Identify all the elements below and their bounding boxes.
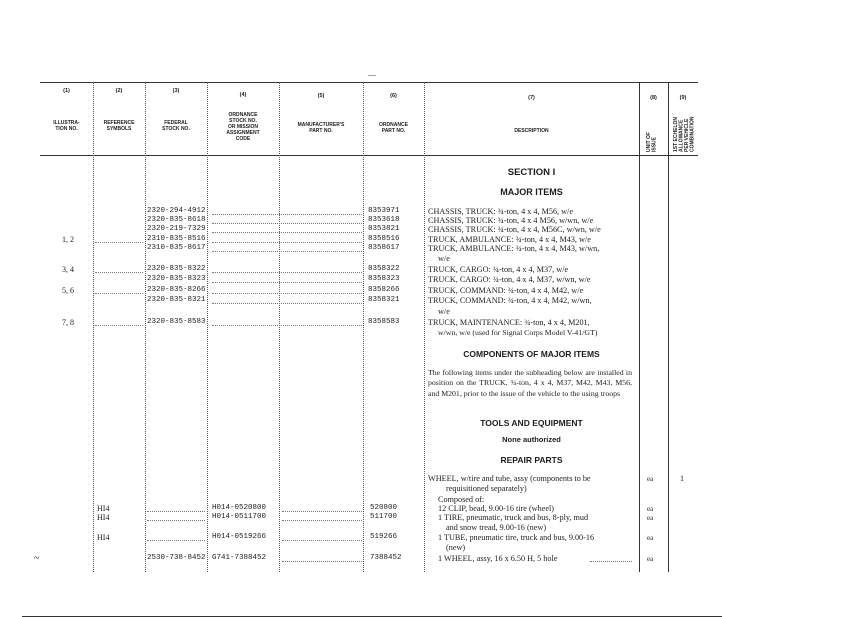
ordnance-stock-no: G741-7388452 xyxy=(212,554,267,562)
header-reference: REFERENCE SYMBOLS xyxy=(103,120,135,132)
composed-of: Composed of: xyxy=(438,495,485,504)
leader-dots xyxy=(147,540,205,541)
item-description-cont: w/e xyxy=(438,307,450,316)
federal-stock-no: 2320-835-8266 xyxy=(147,286,206,294)
item-description-cont: w/e xyxy=(438,254,450,263)
header-ordnance-stock: ORDNANCE STOCK NO. OR MISSION ASSIGNMENT CODE xyxy=(226,112,260,142)
header-bottom-rule xyxy=(40,155,698,156)
leader-dots xyxy=(147,511,205,512)
ordnance-part-no: 8353821 xyxy=(368,225,400,233)
leader-dots xyxy=(212,223,362,224)
components-text: The following items under the subheading below are installed in position on the TRUCK, ¾-ton, 4 x 4, M37, M42, M43, M56, and M201, prior to the issue of the vehicle to the using troops xyxy=(428,368,632,398)
col-divider-1 xyxy=(93,82,94,572)
federal-stock-no: 2310-835-8617 xyxy=(147,244,206,252)
header-manufacturers: MANUFACTURER'S PART NO. xyxy=(297,122,345,134)
ordnance-part-no: 7388452 xyxy=(370,554,402,562)
item-description-cont: w/wn, w/e (used for Signal Corps Model V-41/GT) xyxy=(438,328,598,337)
item-description: TRUCK, CARGO: ¾-ton, 4 x 4, M37, w/wn, w/e xyxy=(428,275,591,284)
ordnance-part-no: 8358322 xyxy=(368,265,400,273)
leader-dots xyxy=(212,214,362,215)
col-num-1: (1) xyxy=(63,88,70,94)
components-title: COMPONENTS OF MAJOR ITEMS xyxy=(463,349,600,359)
illus-no: 3, 4 xyxy=(62,265,74,274)
federal-stock-no: 2320-219-7329 xyxy=(147,225,206,233)
leader-dots xyxy=(212,272,362,273)
header-top-rule xyxy=(40,82,698,83)
illus-no: 5, 6 xyxy=(62,286,74,295)
col-num-2: (2) xyxy=(115,88,123,94)
part-description: 12 CLIP, bead, 9.00-16 tire (wheel) xyxy=(438,504,554,513)
federal-stock-no: 2320-835-8321 xyxy=(147,296,206,304)
federal-stock-no: 2320-835-8323 xyxy=(147,275,206,283)
margin-mark: ~ xyxy=(34,553,40,564)
tools-title: TOOLS AND EQUIPMENT xyxy=(480,418,583,428)
repair-title: REPAIR PARTS xyxy=(500,455,563,465)
ordnance-part-no: 520800 xyxy=(370,504,398,512)
federal-stock-no: 2320-294-4912 xyxy=(147,207,206,215)
item-description: CHASSIS, TRUCK: ¾-ton, 4 x 4 M56, w/wn, w/e xyxy=(428,216,594,225)
ordnance-part-no: 8358583 xyxy=(368,318,400,326)
reference-symbol: HI4 xyxy=(97,504,110,513)
ordnance-stock-no: H014-0511700 xyxy=(212,513,267,521)
item-description: TRUCK, AMBULANCE: ¾-ton, 4 x 4, M43, w/e xyxy=(428,235,591,244)
header-ordnance-part: ORDNANCE PART NO. xyxy=(379,122,408,134)
ordnance-part-no: 8358516 xyxy=(368,235,400,243)
reference-symbol: HI4 xyxy=(97,533,110,542)
top-mark: — xyxy=(368,70,376,79)
part-description: 1 TIRE, pneumatic, truck and bus, 8-ply, mud xyxy=(438,513,589,522)
col-divider-8 xyxy=(668,82,669,572)
leader-dots xyxy=(212,232,362,233)
ordnance-part-no: 8358617 xyxy=(368,244,400,252)
part-unit: ea xyxy=(647,514,654,522)
federal-stock-no: 2530-738-8452 xyxy=(147,554,206,562)
leader-dots xyxy=(212,242,362,243)
col-num-8: (8) xyxy=(650,95,657,101)
federal-stock-no: 2320-835-8583 xyxy=(147,318,206,326)
wheel-allowance: 1 xyxy=(680,474,684,483)
part-unit: ea xyxy=(647,505,654,513)
part-unit: ea xyxy=(647,555,654,563)
section-title: SECTION I xyxy=(507,167,556,178)
leader-dots xyxy=(147,520,205,521)
leader-dots xyxy=(95,325,143,326)
illus-no: 1, 2 xyxy=(62,235,74,244)
item-description: TRUCK, COMMAND: ¾-ton, 4 x 4, M42, w/wn, xyxy=(428,296,592,305)
ordnance-stock-no: H014-0520800 xyxy=(212,504,267,512)
col-num-7: (7) xyxy=(528,95,535,101)
federal-stock-no: 2310-835-8516 xyxy=(147,235,206,243)
illus-no: 7, 8 xyxy=(62,318,74,327)
header-unit-of-issue: UNIT OF ISSUE xyxy=(646,132,658,152)
part-description: 1 WHEEL, assy, 16 x 6.50 H, 5 hole xyxy=(438,554,558,563)
part-unit: ea xyxy=(647,534,654,542)
header-description: DESCRIPTION xyxy=(514,128,549,134)
none-authorized: None authorized xyxy=(502,435,561,444)
ordnance-part-no: 8358321 xyxy=(368,296,400,304)
leader-dots xyxy=(282,520,362,521)
leader-dots xyxy=(95,272,143,273)
header-federal: FEDERAL STOCK NO. xyxy=(162,120,190,132)
col-divider-5 xyxy=(363,82,364,572)
col-divider-7 xyxy=(639,82,640,572)
leader-dots xyxy=(212,282,362,283)
col-divider-2 xyxy=(145,82,146,572)
ordnance-part-no: 519266 xyxy=(370,533,398,541)
leader-dots xyxy=(212,325,362,326)
item-description: TRUCK, COMMAND: ¾-ton, 4 x 4, M42, w/e xyxy=(428,286,584,295)
col-divider-6 xyxy=(424,82,425,572)
part-description-cont: (new) xyxy=(446,543,466,552)
federal-stock-no: 2320-835-8322 xyxy=(147,265,206,273)
wheel-unit: ea xyxy=(647,475,654,483)
col-divider-3 xyxy=(207,82,208,572)
col-num-9: (9) xyxy=(679,95,687,101)
leader-dots xyxy=(282,511,362,512)
leader-dots xyxy=(590,561,632,562)
leader-dots xyxy=(212,303,362,304)
reference-symbol: HI4 xyxy=(97,513,110,522)
leader-dots xyxy=(282,561,362,562)
federal-stock-no: 2320-835-8618 xyxy=(147,216,206,224)
leader-dots xyxy=(95,293,143,294)
col-num-3: (3) xyxy=(172,88,180,94)
leader-dots xyxy=(282,540,362,541)
major-items-title: MAJOR ITEMS xyxy=(500,187,563,197)
ordnance-part-no: 511700 xyxy=(370,513,398,521)
ordnance-part-no: 8358266 xyxy=(368,286,400,294)
leader-dots xyxy=(212,293,362,294)
col-num-6: (6) xyxy=(390,93,397,99)
col-num-5: (5) xyxy=(317,93,325,99)
header-allowance: 1ST ECHELON ALLOWANCE PER VEHICLE COMBINATION xyxy=(673,116,696,152)
ordnance-stock-no: H014-0519266 xyxy=(212,533,267,541)
wheel-description-cont: requisitioned separately) xyxy=(446,484,527,493)
header-illustration: ILLUSTRA- TION NO. xyxy=(53,120,80,132)
item-description: CHASSIS, TRUCK: ¾-ton, 4 x 4, M56, w/e xyxy=(428,207,573,216)
item-description: TRUCK, MAINTENANCE: ¾-ton, 4 x 4, M201, xyxy=(428,318,590,327)
ordnance-part-no: 8353618 xyxy=(368,216,400,224)
leader-dots xyxy=(212,251,362,252)
part-description: 1 TUBE, pneumatic tire, truck and bus, 9.00-16 xyxy=(438,533,595,542)
item-description: CHASSIS, TRUCK: ¾-ton, 4 x 4, M56C, w/wn, w/e xyxy=(428,225,601,234)
ordnance-part-no: 8353971 xyxy=(368,207,400,215)
item-description: TRUCK, AMBULANCE: ¾-ton, 4 x 4, M43, w/wn, xyxy=(428,244,600,253)
part-description-cont: and snow tread, 9.00-16 (new) xyxy=(446,523,547,532)
col-num-4: (4) xyxy=(239,92,247,98)
ordnance-part-no: 8358323 xyxy=(368,275,400,283)
col-divider-4 xyxy=(279,82,280,572)
item-description: TRUCK, CARGO: ¾-ton, 4 x 4, M37, w/e xyxy=(428,265,569,274)
wheel-description: WHEEL, w/tire and tube, assy (components to be xyxy=(428,474,591,483)
leader-dots xyxy=(95,242,143,243)
